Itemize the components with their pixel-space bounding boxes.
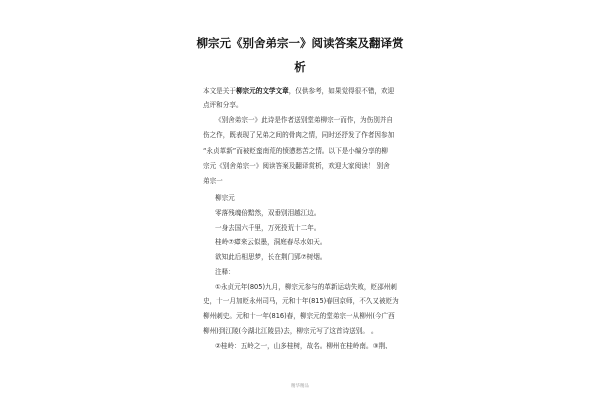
note-line: 柳州刺史。元和十一年(816)春，柳宗元的堂弟宗一从柳州(今广西	[203, 312, 395, 320]
intro-prefix: 本文是关于	[203, 87, 236, 95]
note-line: 史，十一月加贬永州司马，元和十年(815)春回京师，不久又被贬为	[203, 297, 399, 305]
paragraph-line: 《别舍弟宗一》此诗是作者送别堂弟柳宗一而作，为伤别并自	[215, 116, 394, 124]
intro-bold-link: 柳宗元的文学文章	[235, 87, 289, 95]
intro-line-2: 点评和分享。	[203, 101, 243, 109]
paragraph-line: 宗元《别舍弟宗一》阅读答案及翻译赏析，欢迎大家阅读！ 别舍	[203, 162, 390, 170]
poem-line: 一身去国六千里，万死投荒十二年。	[215, 224, 321, 232]
paragraph-line: 弟宗一	[203, 177, 223, 185]
poem-line: 桂岭⑦瘴来云似墨，洞庭春尽水如天。	[215, 238, 327, 246]
notes-heading: 注释：	[215, 268, 235, 276]
paragraph-line: 伤之作，既表现了兄弟之间的骨肉之情，同时还抒发了作者因参加	[203, 131, 395, 139]
document-title: 柳宗元《别舍弟宗一》阅读答案及翻译赏	[196, 36, 404, 50]
note-line: ②桂岭：五岭之一，山多桂树，故名。柳州在桂岭南。③荆、	[215, 342, 392, 350]
paragraph-line: “永贞革新”而被贬蛮南荒的愤懑愁苦之情。以下是小编分享的柳	[203, 147, 388, 155]
poem-line: 欲知此后相思梦，长在荆门郢⑦树烟。	[215, 253, 327, 261]
intro-suffix: ，仅供参考，如果觉得很不错，欢迎	[288, 87, 395, 95]
intro-line	[203, 87, 394, 96]
page-footer: 精华精品	[291, 384, 309, 389]
note-line: ①永贞元年(805)九月，柳宗元参与的革新运动失败，贬邵州刺	[215, 283, 397, 291]
note-line: 柳州)到江陵(今湖北江陵县)去，柳宗元写了这首诗送别。 。	[203, 327, 378, 335]
document-title-continued: 析	[294, 60, 306, 74]
poem-author: 柳宗元	[215, 194, 235, 202]
poem-line: 零落残魂倍黯然，双垂别泪越江边。	[215, 209, 321, 217]
